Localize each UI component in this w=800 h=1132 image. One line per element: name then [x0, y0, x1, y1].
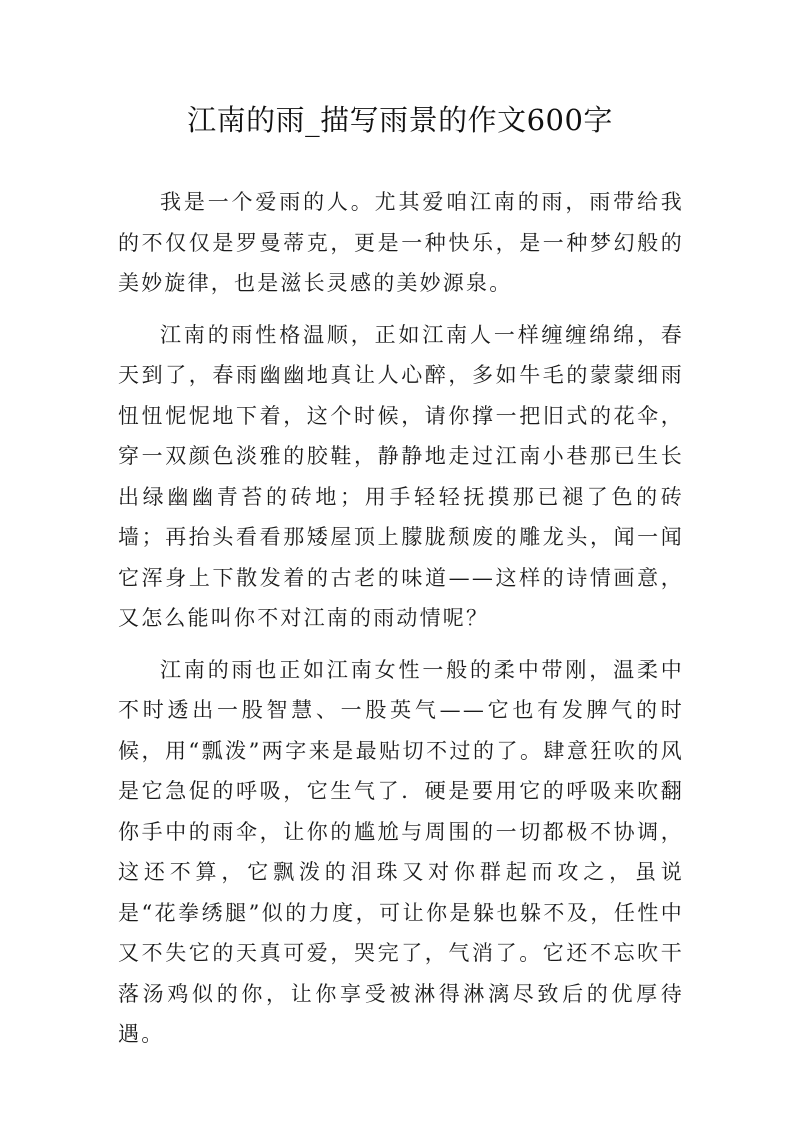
paragraph-1: 我是一个爱雨的人。尤其爱咱江南的雨，雨带给我的不仅仅是罗曼蒂克，更是一种快乐，是一种梦幻般的美妙旋律，也是滋长灵感的美妙源泉。 [118, 190, 684, 295]
document-body [118, 182, 684, 1066]
paragraph-2: 江南的雨性格温顺，正如江南人一样缠缠绵绵，春天到了，春雨幽幽地真让人心醉，多如牛毛的蒙蒙细雨忸忸怩怩地下着，这个时候，请你撑一把旧式的花伞，穿一双颜色淡雅的胶鞋，静静地走过江南小巷那已生长出绿幽幽青苔的砖地；用手轻轻抚摸那已褪了色的砖墙；再抬头看看那矮屋顶上朦胧颓废的雕龙头，闻一闻它浑身上下散发着的古老的味道——这样的诗情画意，又怎么能叫你不对江南的雨动情呢？ [118, 322, 684, 630]
paragraph-3: 江南的雨也正如江南女性一般的柔中带刚，温柔中不时透出一股智慧、一股英气——它也有发脾气的时候，用“瓢泼”两字来是最贴切不过的了。肆意狂吹的风是它急促的呼吸，它生气了．硬是要用它的呼吸来吹翻你手中的雨伞，让你的尴尬与周围的一切都极不协调，这还不算，它飘泼的泪珠又对你群起而攻之，虽说是“花拳绣腿”似的力度，可让你是躲也躲不及，任性中又不失它的天真可爱，哭完了，气消了。它还不忘吹干落汤鸡似的你，让你享受被淋得淋漓尽致后的优厚待遇。 [118, 657, 684, 1046]
document-title: 江南的雨_描写雨景的作文600字 [187, 103, 613, 137]
